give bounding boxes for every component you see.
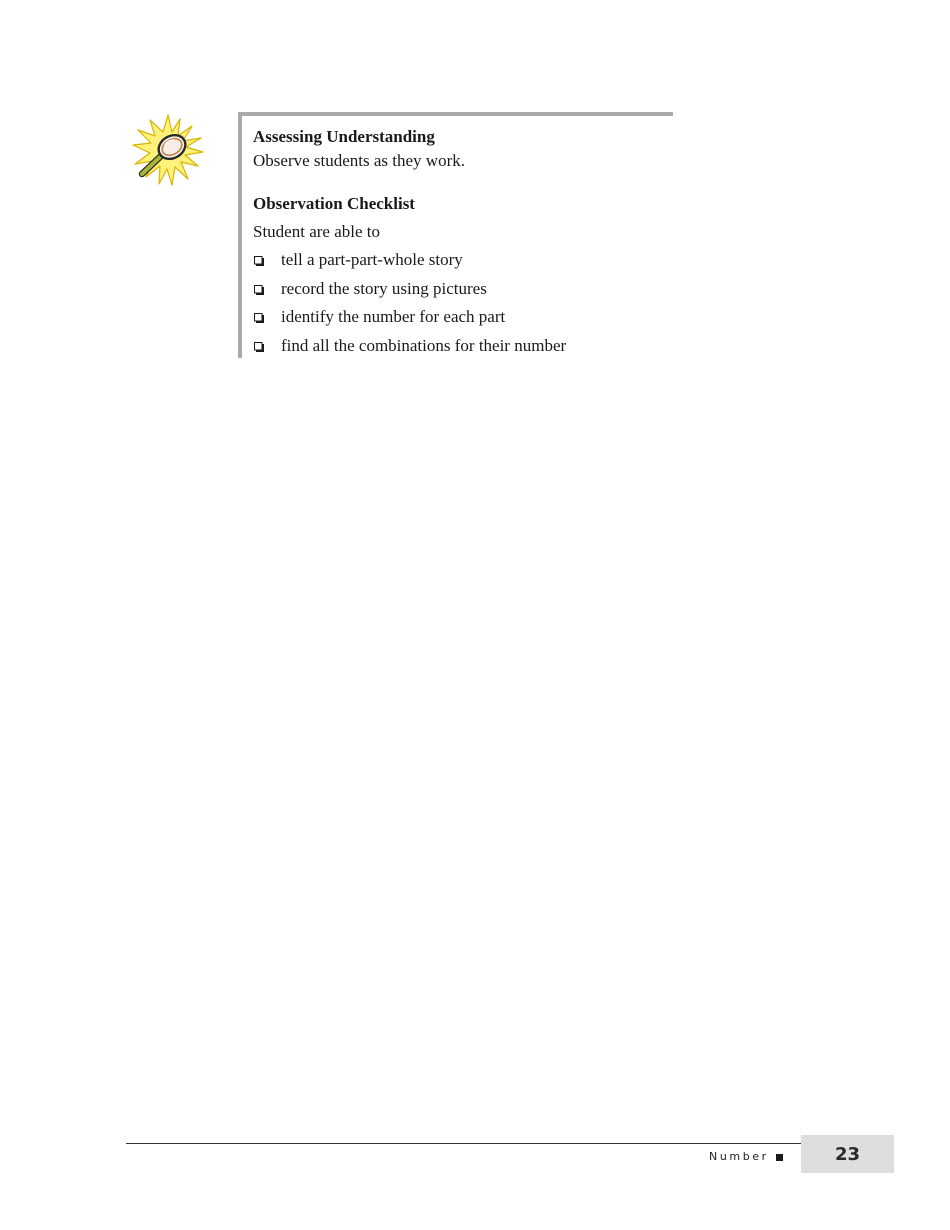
checklist-intro: Student are able to xyxy=(253,222,380,241)
assessment-content xyxy=(253,125,673,363)
assessment-instruction: Observe students as they work. xyxy=(253,151,465,170)
footer-square-icon xyxy=(776,1154,783,1161)
checklist-item xyxy=(253,248,673,272)
checklist-heading: Observation Checklist xyxy=(253,194,415,213)
footer-section-label: Number xyxy=(709,1150,769,1163)
checklist-item-label: find all the combinations for their number xyxy=(281,336,567,356)
checkbox-icon xyxy=(254,342,264,352)
footer-rule xyxy=(126,1143,802,1144)
page-number-box xyxy=(801,1135,894,1173)
checklist-item-label: identify the number for each part xyxy=(281,307,506,327)
checklist-item xyxy=(253,334,673,358)
assessment-box xyxy=(238,112,673,358)
observation-checklist xyxy=(253,248,673,358)
checkbox-icon xyxy=(254,256,264,266)
checkbox-icon xyxy=(254,285,264,295)
page-number: 23 xyxy=(834,1144,861,1165)
checkbox-icon xyxy=(254,313,264,323)
checklist-item-label: tell a part-part-whole story xyxy=(281,250,463,269)
assessment-heading: Assessing Understanding xyxy=(253,127,435,146)
checklist-item-label: record the story using pictures xyxy=(281,278,487,298)
magnifying-glass-starburst-icon xyxy=(132,114,204,186)
checklist-item xyxy=(253,305,673,329)
checklist-item xyxy=(253,277,673,301)
